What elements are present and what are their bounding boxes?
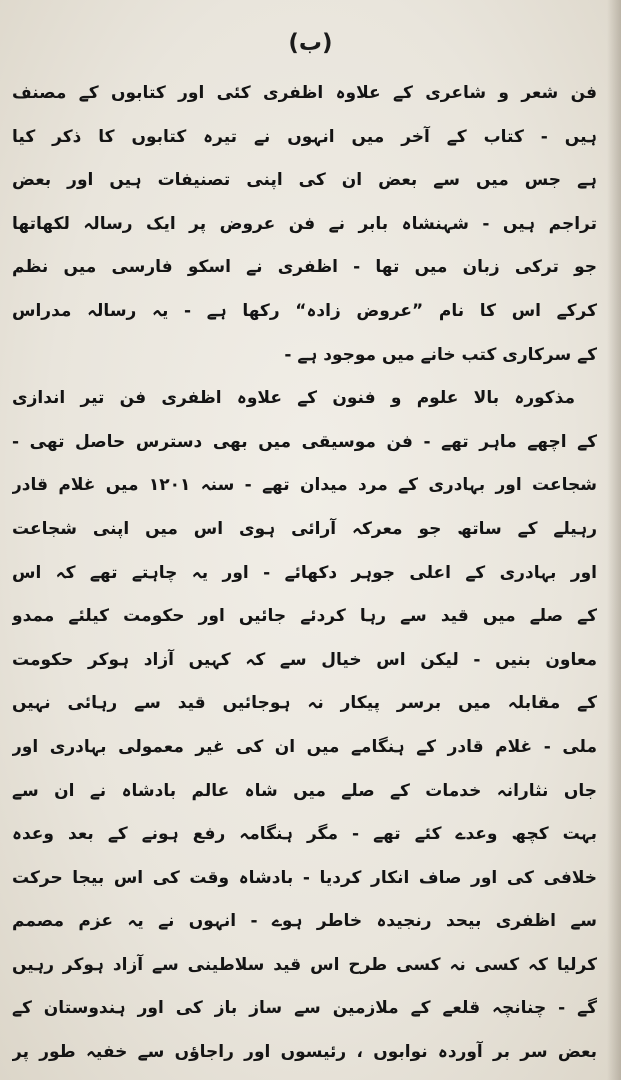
text-line: ملی - غلام قادر کے ہنگامے میں ان کی غیر معمولی بہادری اور <box>12 736 597 757</box>
text-line: ہے جس میں سے بعض ان کی اپنی تصنیفات ہیں اور بعض <box>12 170 597 191</box>
body-text <box>12 72 597 1075</box>
text-line: گے - چنانچہ قلعے کے ملازمین سے ساز باز کی اور ہندوستان کے <box>12 998 597 1019</box>
page-edge-shadow <box>607 0 621 1080</box>
page-marker: (ب) <box>288 30 333 56</box>
text-line: کے صلے میں قید سے رہا کردئے جائیں اور حکومت کیلئے ممدو <box>12 606 597 627</box>
text-line: جو ترکی زبان میں تھا - اظفری نے اسکو فارسی میں نظم <box>12 257 597 278</box>
text-line: ہیں - کتاب کے آخر میں انہوں نے تیرہ کتابوں کا ذکر کیا <box>12 126 597 147</box>
text-line: کے مقابلہ میں برسر پیکار نہ ہوجائیں قید سے رہائی نہیں <box>12 693 597 714</box>
text-line: فن شعر و شاعری کے علاوہ اظفری کئی اور کتابوں کے مصنف <box>12 83 597 103</box>
text-line: معاون بنیں - لیکن اس خیال سے کہ کہیں آزاد ہوکر حکومت <box>12 649 597 670</box>
text-line: کے اچھے ماہر تھے - فن موسیقی میں بھی دسترس حاصل تھی - <box>12 431 597 452</box>
text-line: کے سرکاری کتب خانے میں موجود ہے - <box>284 344 597 365</box>
text-line: رہیلے کے ساتھ جو معرکہ آرائی ہوی اس میں اپنی شجاعت <box>12 518 597 539</box>
text-line: بعض سر بر آوردہ نوابوں ، رئیسوں اور راجاؤں سے خفیہ طور پر <box>12 1042 597 1063</box>
paragraph-start-line: مذکورہ بالا علوم و فنون کے علاوہ اظفری فن تیر اندازی <box>12 388 575 409</box>
text-line: شجاعت اور بہادری کے مرد میدان تھے - سنہ ۱۲۰۱ میں غلام قادر <box>12 475 597 496</box>
text-line: سے اظفری بیحد رنجیدہ خاطر ہوے - انہوں نے یہ عزم مصمم <box>12 911 597 932</box>
text-line: خلافی کی اور صاف انکار کردیا - بادشاہ وقت کی اس بیجا حرکت <box>12 867 597 888</box>
text-line: اور بہادری کے اعلی جوہر دکھائے - اور یہ چاہتے تھے کہ اس <box>12 562 597 583</box>
text-line: بہت کچھ وعدے کئے تھے - مگر ہنگامہ رفع ہونے کے بعد وعدہ <box>12 824 597 845</box>
text-line: کرکے اس کا نام ”عروض زادہ“ رکھا ہے - یہ رسالہ مدراس <box>12 300 597 321</box>
text-line: تراجم ہیں - شہنشاہ بابر نے فن عروض پر ایک رسالہ لکھاتھا <box>12 213 597 234</box>
text-line: جاں نثارانہ خدمات کے صلے میں شاہ عالم بادشاہ نے ان سے <box>12 780 597 801</box>
text-line: کرلیا کہ کسی نہ کسی طرح اس قید سلاطینی سے آزاد ہوکر رہیں <box>12 954 597 975</box>
